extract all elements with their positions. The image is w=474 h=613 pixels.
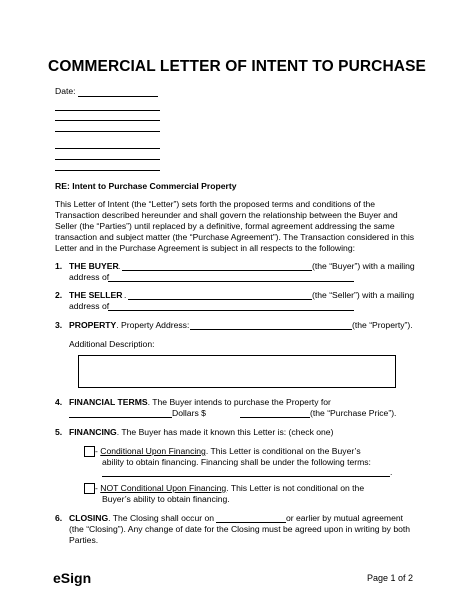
financial-heading: FINANCIAL TERMS xyxy=(69,397,148,407)
option-dash: - xyxy=(95,483,101,493)
property-heading: PROPERTY xyxy=(69,320,117,330)
sender-line-1[interactable] xyxy=(55,148,160,149)
financing-terms-end: . xyxy=(390,467,393,477)
not-conditional-option-line xyxy=(95,483,364,494)
not-conditional-option-line-2: Buyer’s ability to obtain financing. xyxy=(102,494,230,504)
financial-line xyxy=(69,397,331,408)
recipient-line-3[interactable] xyxy=(55,131,160,132)
recipient-line-2[interactable] xyxy=(55,120,160,121)
document-title: COMMERCIAL LETTER OF INTENT TO PURCHASE xyxy=(48,58,426,75)
buyer-address-field[interactable] xyxy=(108,281,354,282)
esign-logo: eSign xyxy=(53,570,92,586)
additional-description-label: Additional Description: xyxy=(69,339,155,349)
option-dash: - xyxy=(95,446,101,456)
conditional-option-text: . This Letter is conditional on the Buyer’s xyxy=(205,446,361,456)
buyer-heading: THE BUYER xyxy=(69,261,119,271)
intro-line: transaction and subject matter (the “Purchase Agreement”). The Transaction considered in this xyxy=(55,232,415,242)
sender-line-2[interactable] xyxy=(55,159,160,160)
closing-line-3: Parties. xyxy=(69,535,99,545)
seller-address-label: address of xyxy=(69,301,110,311)
intro-line: Letter and in the Purchase Agreement is subject in all respects to the following: xyxy=(55,243,355,253)
seller-name-field[interactable] xyxy=(128,299,312,300)
section-number: 4. xyxy=(55,397,63,407)
conditional-financing-checkbox[interactable] xyxy=(84,446,95,457)
recipient-line-1[interactable] xyxy=(55,110,160,111)
section-number: 2. xyxy=(55,290,63,300)
closing-text: . The Closing shall occur on xyxy=(108,513,215,523)
financing-text: . The Buyer has made it known this Letter is: (check one) xyxy=(116,427,334,437)
not-conditional-option-text: . This Letter is not conditional on the xyxy=(226,483,365,493)
conditional-option-title: Conditional Upon Financing xyxy=(100,446,206,456)
seller-suffix: (the “Seller”) with a mailing xyxy=(312,290,415,300)
seller-heading: THE SELLER xyxy=(69,290,123,300)
intro-line: Transaction described hereunder and shall govern the relationship between the Buyer and xyxy=(55,210,398,220)
section-number: 1. xyxy=(55,261,63,271)
property-suffix: (the “Property”). xyxy=(352,320,413,330)
closing-line xyxy=(69,513,214,524)
price-words-field[interactable] xyxy=(69,417,172,418)
closing-heading: CLOSING xyxy=(69,513,109,523)
not-conditional-option-title: NOT Conditional Upon Financing xyxy=(100,483,227,493)
closing-suffix: or earlier by mutual agreement xyxy=(286,513,404,523)
conditional-option-line xyxy=(95,446,361,457)
property-address-field[interactable] xyxy=(190,329,352,330)
additional-description-box[interactable] xyxy=(78,355,396,388)
conditional-option-line-2: ability to obtain financing. Financing shall be under the following terms: xyxy=(102,457,371,467)
date-label: Date: xyxy=(55,86,76,96)
section-number: 3. xyxy=(55,320,63,330)
section-number: 5. xyxy=(55,427,63,437)
re-line: RE: Intent to Purchase Commercial Property xyxy=(55,181,237,191)
not-conditional-financing-checkbox[interactable] xyxy=(84,483,95,494)
date-field[interactable] xyxy=(78,96,158,97)
seller-address-field[interactable] xyxy=(108,310,354,311)
financial-text: . The Buyer intends to purchase the Property for xyxy=(147,397,331,407)
financing-heading: FINANCING xyxy=(69,427,117,437)
dollars-label: Dollars $ xyxy=(172,408,206,418)
page-number: Page 1 of 2 xyxy=(367,573,414,583)
closing-date-field[interactable] xyxy=(216,522,286,523)
sender-line-3[interactable] xyxy=(55,170,160,171)
financing-terms-field[interactable] xyxy=(102,476,390,477)
purchase-price-suffix: (the “Purchase Price”). xyxy=(310,408,397,418)
closing-line-2: (the “Closing”). Any change of date for the Closing must be agreed upon in writing by both xyxy=(69,524,411,534)
financing-line xyxy=(69,427,333,438)
property-line xyxy=(69,320,189,331)
intro-line: This Letter of Intent (the “Letter”) sets forth the proposed terms and conditions of the xyxy=(55,199,376,209)
price-amount-field[interactable] xyxy=(240,417,310,418)
intro-line: Seller (the “Parties”) until replaced by a definitive, formal agreement addressing the same xyxy=(55,221,395,231)
buyer-suffix: (the “Buyer”) with a mailing xyxy=(312,261,415,271)
buyer-address-label: address of xyxy=(69,272,110,282)
property-address-label: . Property Address: xyxy=(116,320,190,330)
section-number: 6. xyxy=(55,513,63,523)
buyer-name-field[interactable] xyxy=(122,270,312,271)
